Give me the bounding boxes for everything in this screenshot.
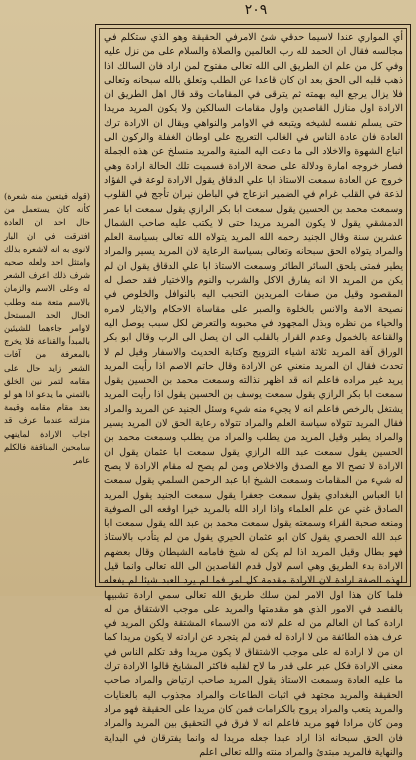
main-text-block <box>104 31 403 758</box>
margin-note-text: (قوله فيتعين منه شعرة) كأنه كان يستعمل من حال احد ان العادة افترقت في ان البار لانوى به انه لاشعره بذلك وامتثل احد ولعله صحبه شرف ذلك اعرف الشعر له وعلى الاسم والزمان بالاسم متعة منه وطلب الحال الحد المستحل لاوامر جاءهما للشيئين بالمبدأ والقناعة فلا يخرج بالمعرفة من آفات الشعر زايد حال على مقامه لتمر نين الخلق بالتمني ما يدعو اذا هو لو بعد مقام مقامه وقيمة منزلته عندما عرف قد اجاب الارادة لماينهي سامحين المناقفة فالكلم عامر <box>4 191 90 466</box>
margin-note <box>4 190 90 466</box>
page-number: ٢٠٩ <box>244 2 268 18</box>
main-text-body: أي المواري عندا لاسيما حدقي شئ الامرفي الحقيقة وهو الذي ستكلم في مجالسه فقال ان الحمد لله رب العالمين والصلاة والسلام على من نزل عليه وفي كل من علم ان الطريق الى الله تعالى مفتوح لمن اراد فان السالك اذا ذهب قلبه الى الحق بعد ان كان قاعدا عن الطلب وتعلق بالله سبحانه وتعالى فلا يزال يرجع اليه بهمته ثم يترقى في المقامات وقد قال اهل الطريق ان الارادة اول منازل القاصدين واول مقامات السالكين ولا يكون المريد مريدا حتى يسلم نفسه لشيخه ويتبعه في الاوامر والنواهي ويقال ان الارادة ترك العادة فان عادة الناس في الغالب التعريج على اوطان الغفلة والركون الى اتباع الشهوة والاخلاد الى ما دعت اليه المنية والمريد منسلخ عن هذه الجملة فصار خروجه امارة ودلالة على صحة الارادة فسميت تلك الحالة ارادة وهي خروج عن العادة سمعت الاستاذ ابا علي الدقاق يقول الارادة لوعة في الفؤاد لذعة في القلب غرام في الضمير انزعاج في الباطن نيران تأجج في القلوب وسمعت محمد بن الحسين يقول سمعت ابا بكر الرازي يقول سمعت ابا عمر الدمشقي يقول لا يكون المريد مريدا حتى لا يكتب عليه صاحب الشمال عشرين سنة وقال الجنيد رحمه الله المريد يتولاه الله تعالى بسياسة العلم والمراد يتولاه الحق سبحانه وتعالى بسياسة الرعاية لان المريد يسير والمراد يطير فمتى يلحق السائر الطائر وسمعت الاستاذ ابا علي الدقاق يقول ان لم يكن من المريد الا انه يفارق الاكل والشرب والنوم والاختيار فقد حصل له المقصود وقيل من صفات المريدين التحبب اليه بالنوافل والخلوص في نصيحة الامة والانس بالخلوة والصبر على مقاساة الاحكام والايثار لامره والحياء من نظره وبذل المجهود في محبوبه والتعرض لكل سبب يوصل اليه والقناعة بالخمول وعدم القرار بالقلب الى ان يصل الى الرب وقال ابو بكر الوراق آفة المريد ثلاثة اشياء التزويج وكتابة الحديث والاسفار وقيل لم لا تحدث فقال ان المريد منعني عن الارادة وقال حاتم الاصم اذا رأيت المريد يريد غير مراده فاعلم انه قد اظهر نذالته وسمعت محمد بن الحسين يقول سمعت ابا بكر الرازي يقول سمعت يوسف بن الحسين يقول اذا رأيت المريد يشتغل بالرخص فاعلم انه لا يجيء منه شيء وسئل الجنيد عن المريد والمراد فقال المريد تتولاه سياسة العلم والمراد تتولاه رعاية الحق لان المريد يسير والمراد يطير وقيل المريد من يطلب والمراد من يطلب وسمعت محمد بن الحسين يقول سمعت عبد الله الرازي يقول سمعت ابا عثمان يقول ان الارادة لا تصح الا مع الصدق والاخلاص ومن لم يصح له مقام الارادة لا يصح له شيء من المقامات وسمعت الشيخ ابا عبد الرحمن السلمي يقول سمعت ابا العباس البغدادي يقول سمعت جعفرا يقول سمعت الجنيد يقول المريد الصادق غني عن علم العلماء واذا اراد الله بالمريد خيرا اوقعه الى الصوفية ومنعه صحبة القراء وسمعته يقول سمعت محمد بن عبد الله يقول سمعت ابا عبد الله الحصري يقول كان ابو عثمان الحيري يقول من لم يتأدب بالاستاذ فهو بطال وقيل المريد اذا لم يكن له شيخ فامامه الشيطان وقال بعضهم الارادة بدء الطريق وهي اسم لاول قدم القاصدين الى الله تعالى وانما قيل لهذه الصفة ارادة لان الارادة مقدمة كل امر فما لم يرد العبد شيئا لم يفعله فلما كان هذا اول الامر لمن سلك طريق الله تعالى سمي ارادة تشبيها بالقصد في الامور الذي هو مقدمتها والمريد على موجب الاشتقاق من له ارادة كما ان العالم من له علم لانه من الاسماء المشتقة ولكن المريد في عرف هذه الطائفة من لا ارادة له فمن لم يتجرد عن ارادته لا يكون مريدا كما ان من لا ارادة له على موجب الاشتقاق لا يكون مريدا وقد تكلم الناس في معنى الارادة فكل عبر على قدر ما لاح لقلبه فاكثر المشايخ قالوا الارادة ترك ما عليه العادة وسمعت الاستاذ يقول المريد صاحب ارتياض والمراد صاحب الحقيقة والمريد مجتهد في اثبات الطاعات والمراد مجذوب اليه بالعنايات والمريد يتعب والمراد يروح بالكرامات فمن كان مريدا على الحقيقة فهو مراد ومن كان مرادا فهو مريد فاعلم انه لا فرق في التحقيق بين المريد والمراد فان الحق سبحانه اذا اراد عبدا جعله مريدا له وانما يفترقان في البداية والنهاية فالمريد مبتدئ والمراد منته والله تعالى اعلم <box>104 32 403 758</box>
